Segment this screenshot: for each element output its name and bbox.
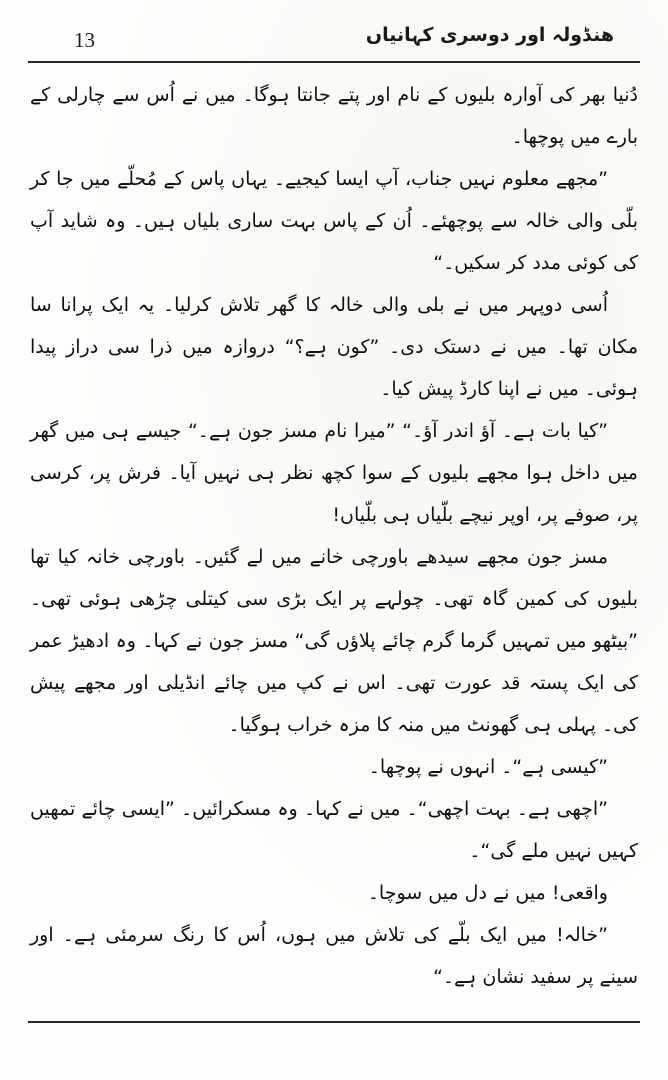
paragraph: ”خالہ! میں ایک بلّے کی تلاش میں ہوں، اُس کا رنگ سرمئی ہے۔ اور سینے پر سفید نشان ہے۔“: [30, 924, 638, 988]
page-number: 13: [74, 28, 95, 52]
paragraph: ”کیسی ہے“۔ انہوں نے پوچھا۔: [368, 756, 608, 778]
paragraph: ”مجھے معلوم نہیں جناب، آپ ایسا کیجیے۔ یہاں پاس کے مُحلّے میں جا کر بلّی والی خالہ سے پوچھئے۔ اُن کے پاس بہت ساری بلیاں ہیں۔ وہ شاید آپ کی کوئی مدد کر سکیں۔“: [30, 168, 638, 274]
paragraph: ”کیا بات ہے۔ آؤ اندر آؤ۔“ ”میرا نام مسز جون ہے۔“ جیسے ہی میں گھر میں داخل ہوا مجھے بلیوں کے سوا کچھ نظر ہی نہیں آیا۔ فرش پر، کرسی پر، صوفے پر، اوپر نیچے بلّیاں ہی بلّیاں!: [30, 420, 638, 526]
paragraph: دُنیا بھر کی آوارہ بلیوں کے نام اور پتے جانتا ہوگا۔ میں نے اُس سے چارلی کے بارے میں پوچھا۔: [30, 84, 638, 148]
page-body: [30, 74, 638, 998]
book-title: ھنڈولہ اور دوسری کہانیاں: [365, 24, 614, 46]
page-header: [28, 22, 640, 62]
paragraph: ”اچھی ہے۔ بہت اچھی“۔ میں نے کہا۔ وہ مسکرائیں۔ ”ایسی چائے تمھیں کہیں نہیں ملے گی“۔: [30, 798, 638, 862]
paragraph: واقعی! میں نے دل میں سوچا۔: [367, 882, 608, 904]
footer-divider: [28, 1021, 640, 1023]
header-divider: [28, 61, 640, 63]
paragraph: مسز جون مجھے سیدھے باورچی خانے میں لے گئیں۔ باورچی خانہ کیا تھا بلیوں کی کمین گاہ تھی۔ چولہے پر ایک بڑی سی کیتلی چڑھی ہوئی تھی۔ ”بیٹھو میں تمہیں گرما گرم چائے پلاؤں گی“ مسز جون نے کہا۔ وہ ادھیڑ عمر کی ایک پستہ قد عورت تھی۔ اس نے کپ میں چائے انڈیلی اور مجھے پیش کی۔ پہلی ہی گھونٹ میں منہ کا مزہ خراب ہوگیا۔: [30, 546, 638, 736]
paragraph: اُسی دوپہر میں نے بلی والی خالہ کا گھر تلاش کرلیا۔ یہ ایک پرانا سا مکان تھا۔ میں نے دستک دی۔ ”کون ہے؟“ دروازہ میں ذرا سی دراز پیدا ہوئی۔ میں نے اپنا کارڈ پیش کیا۔: [30, 294, 638, 400]
